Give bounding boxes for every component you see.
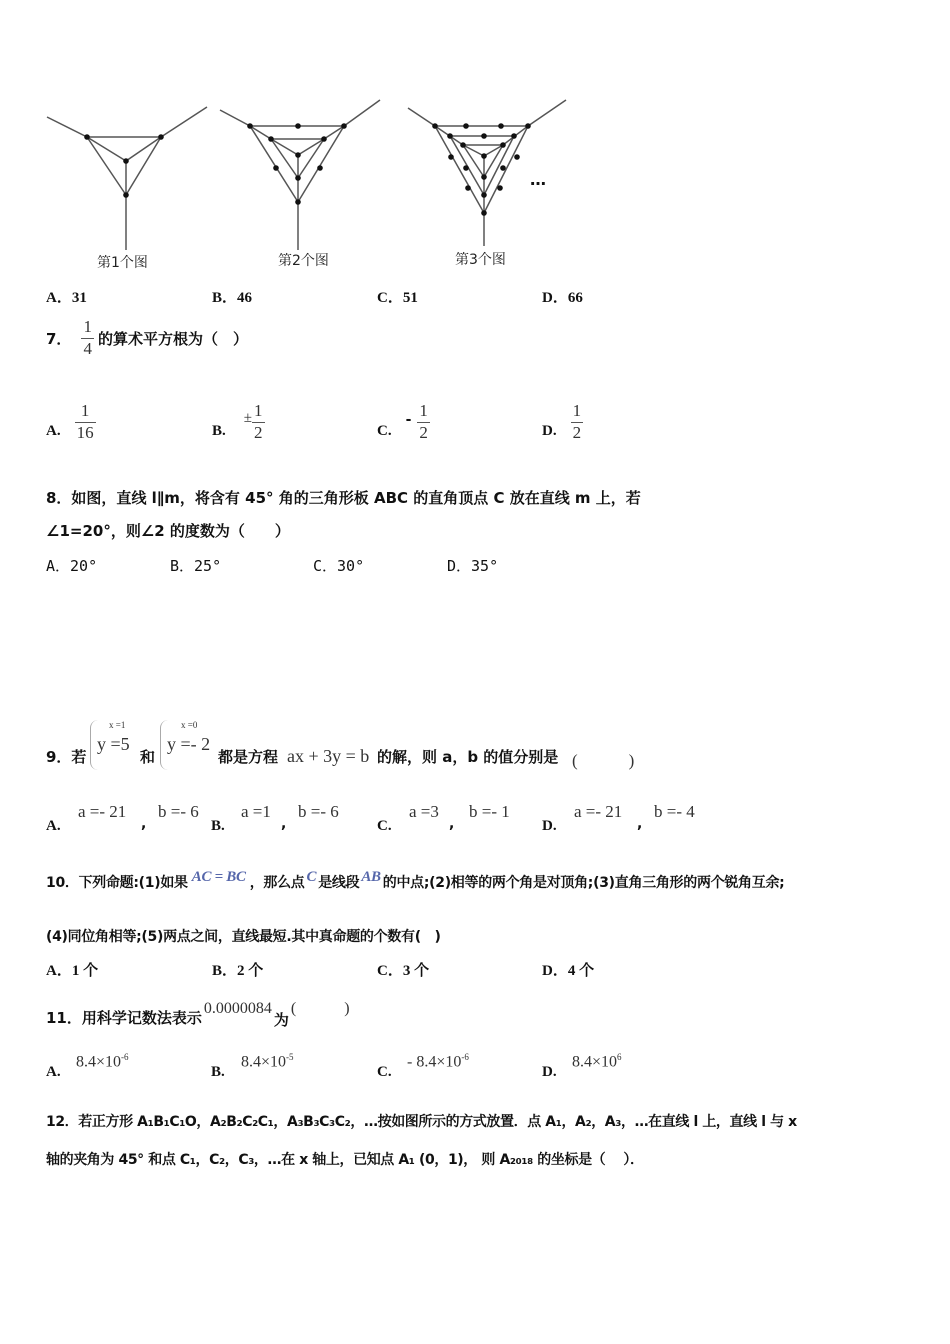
q6-option-c[interactable]: C．51 [377, 290, 418, 306]
q8-line-2: ∠1=20°，则∠2 的度数为（ ） [46, 522, 290, 540]
question-11 [46, 995, 350, 1029]
q11-option-d[interactable]: D. $8.4\times 10^6$ [542, 1052, 622, 1080]
q8-option-c[interactable]: C．30° [313, 557, 365, 575]
q7-option-b[interactable]: B. ± $\frac{1}{2}$ [212, 401, 263, 442]
q10-line-2: (4)同位角相等;(5)两点之间，直线最短.其中真命题的个数有( ) [46, 929, 441, 945]
q9-option-a[interactable]: A. a =- 21 , b =- 6 [46, 802, 199, 834]
q8-option-b[interactable]: B．25° [170, 557, 222, 575]
q7-text: 的算术平方根为（ ） [97, 329, 248, 348]
q9-option-c[interactable]: C. a =3 , b =- 1 [377, 802, 510, 834]
figure-3-label: 第3个图 [455, 252, 506, 268]
q9-paren: ( ) [572, 751, 635, 770]
q7-option-a[interactable]: A. $\frac{1}{16}$ [46, 401, 94, 442]
pattern-ellipsis: … [530, 170, 546, 189]
q9-equation: ax + 3y = b [287, 746, 370, 766]
q9-and: 和 [140, 748, 156, 766]
q7-number: 7． [46, 329, 72, 348]
q11-paren: ( ) [290, 1000, 350, 1017]
q9-mid: 都是方程 [218, 748, 279, 766]
q9-tail: 的解，则 a，b 的值分别是 [377, 748, 559, 766]
figure-2-label: 第2个图 [278, 253, 329, 269]
q11-option-a[interactable]: A. $8.4\times 10^{-6}$ [46, 1052, 129, 1080]
q11-number: 0.0000084 [203, 1000, 272, 1017]
question-7 [46, 318, 248, 358]
q11-option-b[interactable]: B. $8.4\times 10^{-5}$ [211, 1052, 294, 1080]
q9-number: 9．若 [46, 748, 87, 766]
q10-option-c[interactable]: C．3 个 [377, 963, 430, 979]
q9-system-1: x =1 y =5 [90, 720, 141, 770]
q7-option-d[interactable]: D. $\frac{1}{2}$ [542, 401, 582, 442]
q6-option-b[interactable]: B．46 [212, 290, 253, 306]
q9-option-b[interactable]: B. a =1 , b =- 6 [211, 802, 339, 834]
q9-option-d[interactable]: D. a =- 21 , b =- 4 [542, 802, 695, 834]
q6-option-d[interactable]: D．66 [542, 290, 583, 306]
q7-fraction: $\frac{1}{4}$ [83, 317, 92, 358]
q7-option-c[interactable]: C. - $\frac{1}{2}$ [377, 401, 428, 442]
q12-line-2: 轴的夹角为 45° 和点 C₁，C₂，C₃，…在 x 轴上，已知点 A₁ (0，1)， 则 A₂₀₁₈ 的坐标是（ ）． [46, 1152, 644, 1168]
q10-option-d[interactable]: D．4 个 [542, 963, 595, 979]
q8-option-a[interactable]: A．20° [46, 557, 98, 575]
q9-system-2: x =0 y =- 2 [160, 720, 219, 770]
figure-1-label: 第1个图 [97, 255, 148, 271]
q8-option-d[interactable]: D．35° [447, 557, 499, 575]
q10-option-a[interactable]: A．1 个 [46, 963, 99, 979]
q12-line-1: 12．若正方形 A₁B₁C₁O，A₂B₂C₂C₁，A₃B₃C₃C₂，…按如图所示的方式放置．点 A₁，A₂，A₃，…在直线 l 上，直线 l 与 x [46, 1114, 797, 1130]
pattern-figure-1 [44, 100, 214, 270]
q8-line-1: 8．如图，直线 l∥m，将含有 45° 角的三角形板 ABC 的直角顶点 C 放在直线 m 上，若 [46, 489, 641, 507]
q10-option-b[interactable]: B．2 个 [212, 963, 264, 979]
q11-option-c[interactable]: C. - $8.4\times 10^{-6}$ [377, 1052, 469, 1080]
pattern-figure-2 [214, 96, 384, 266]
q11-text: 11．用科学记数法表示 [46, 1009, 202, 1027]
q11-wei: 为 [273, 1011, 289, 1029]
q10-line-1: 10．下列命题:(1)如果 AC = BC ，那么点 C 是线段 AB 的中点;(2)相等的两个角是对顶角;(3)直角三角形的两个锐角互余; [46, 869, 785, 891]
q6-option-a[interactable]: A．31 [46, 290, 87, 306]
